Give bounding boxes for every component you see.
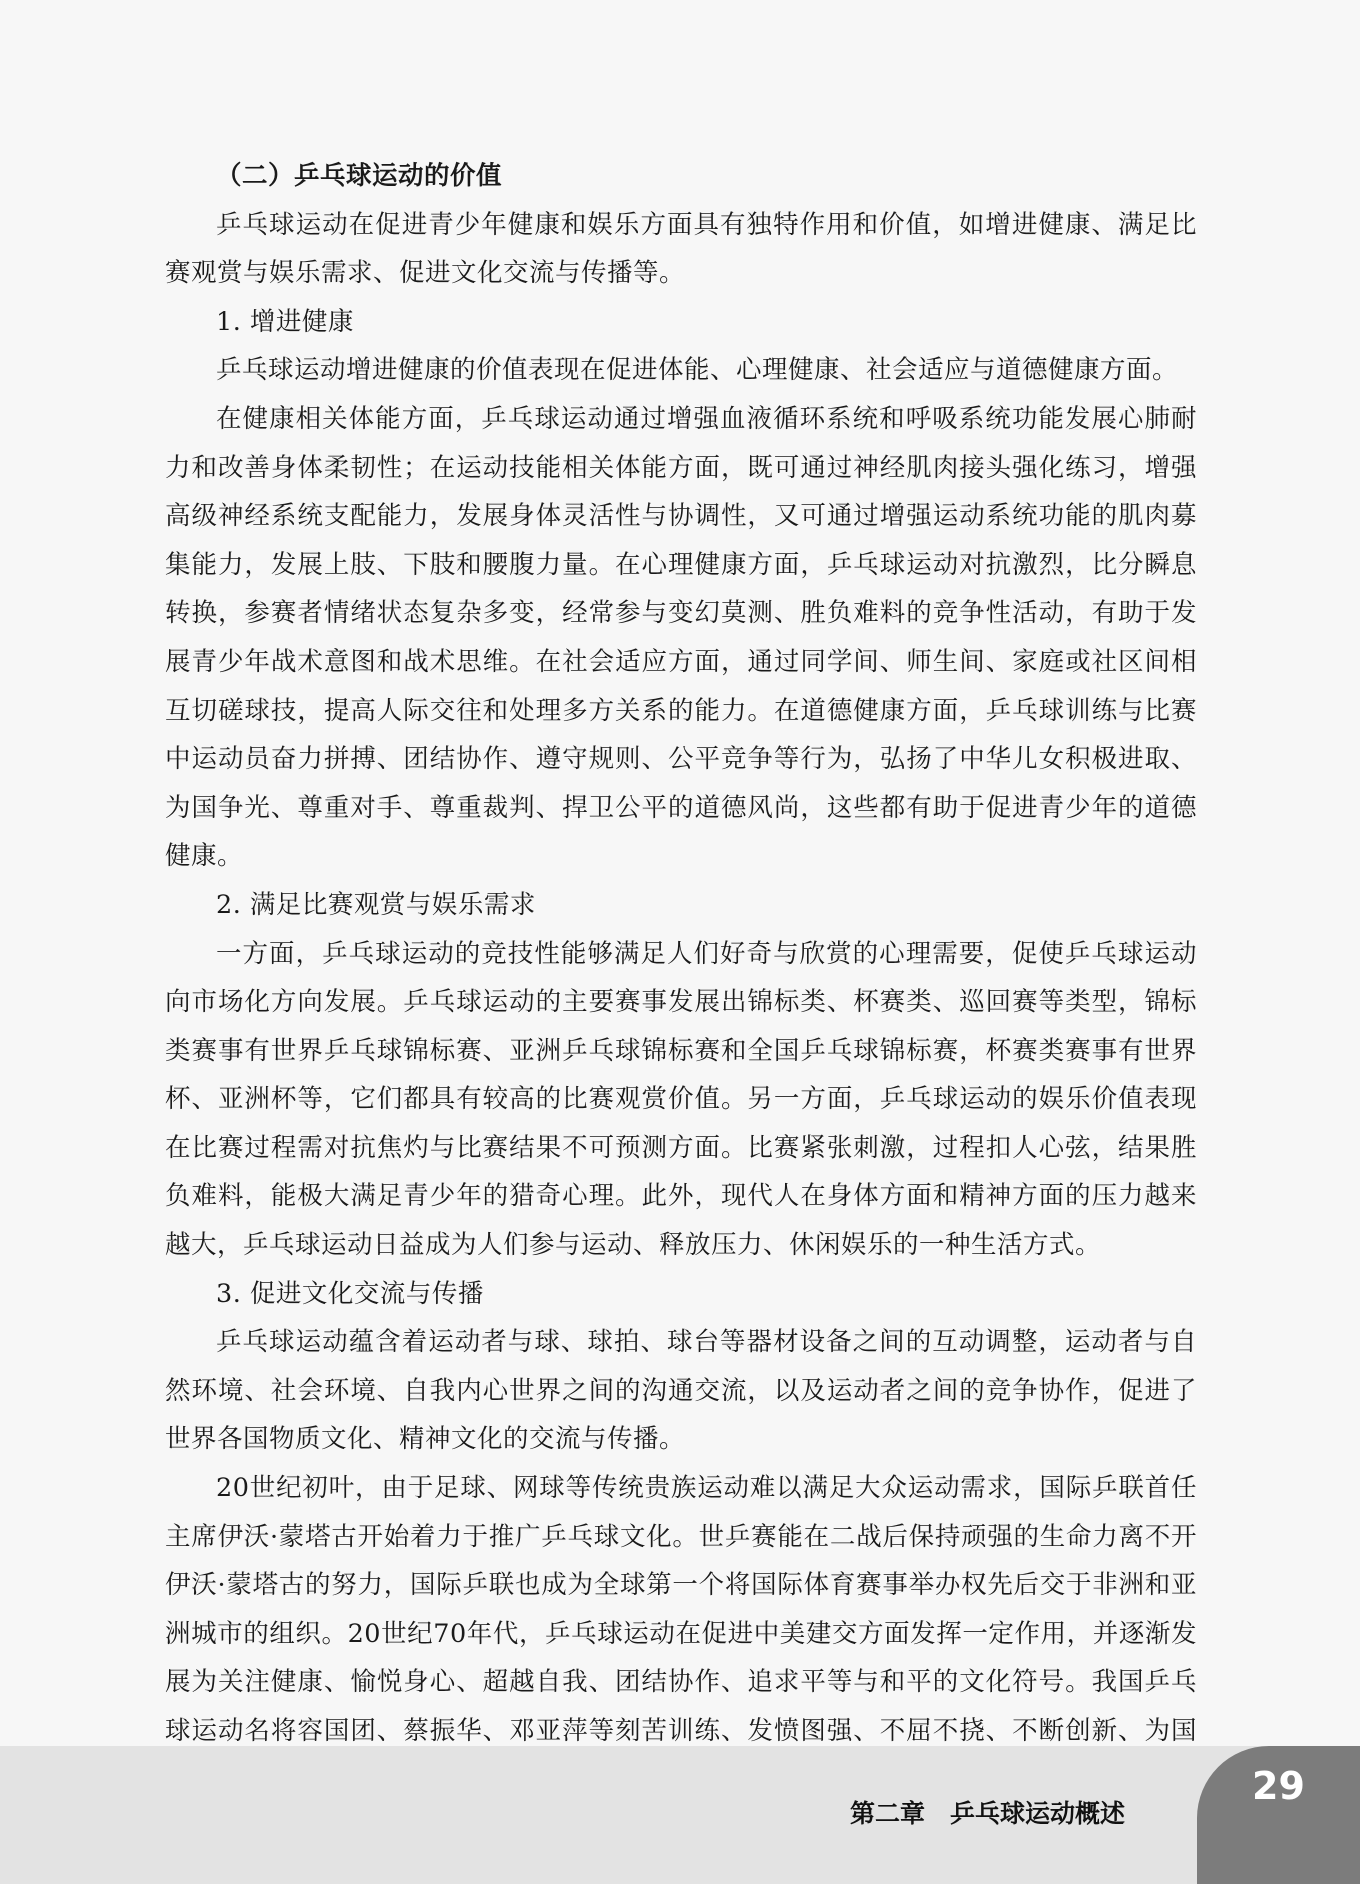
subsection-heading-culture: 3. 促进文化交流与传播 [216, 1278, 484, 1309]
paragraph-entertainment: 一方面，乒乓球运动的竞技性能够满足人们好奇与欣赏的心理需要，促使乒乓球运动向市场化方向发展。乒乓球运动的主要赛事发展出锦标类、杯赛类、巡回赛等类型，锦标类赛事有世界乒乓球锦标赛、亚洲乒乓球锦标赛和全国乒乓球锦标赛，杯赛类赛事有世界杯、亚洲杯等，它们都具有较高的比赛观赏价值。另一方面，乒乓球运动的娱乐价值表现在比赛过程需对抗焦灼与比赛结果不可预测方面。比赛紧张刺激，过程扣人心弦，结果胜负难料，能极大满足青少年的猎奇心理。此外，现代人在身体方面和精神方面的压力越来越大，乒乓球运动日益成为人们参与运动、释放压力、休闲娱乐的一种生活方式。 [165, 938, 1197, 1261]
page-footer [0, 1746, 1360, 1884]
chapter-title: 第二章 乒乓球运动概述 [850, 1799, 1126, 1828]
paragraph-intro: 乒乓球运动在促进青少年健康和娱乐方面具有独特作用和价值，如增进健康、满足比赛观赏与娱乐需求、促进文化交流与传播等。 [165, 209, 1197, 289]
paragraph-health-detail: 在健康相关体能方面，乒乓球运动通过增强血液循环系统和呼吸系统功能发展心肺耐力和改善身体柔韧性；在运动技能相关体能方面，既可通过神经肌肉接头强化练习，增强高级神经系统支配能力，发展身体灵活性与协调性，又可通过增强运动系统功能的肌肉募集能力，发展上肢、下肢和腰腹力量。在心理健康方面，乒乓球运动对抗激烈，比分瞬息转换，参赛者情绪状态复杂多变，经常参与变幻莫测、胜负难料的竞争性活动，有助于发展青少年战术意图和战术思维。在社会适应方面，通过同学间、师生间、家庭或社区间相互切磋球技，提高人际交往和处理多方关系的能力。在道德健康方面，乒乓球训练与比赛中运动员奋力拼搏、团结协作、遵守规则、公平竞争等行为，弘扬了中华儿女积极进取、为国争光、尊重对手、尊重裁判、捍卫公平的道德风尚，这些都有助于促进青少年的道德健康。 [165, 403, 1197, 872]
paragraph-health-overview: 乒乓球运动增进健康的价值表现在促进体能、心理健康、社会适应与道德健康方面。 [216, 355, 1179, 386]
paragraph-culture-history: 20世纪初叶，由于足球、网球等传统贵族运动难以满足大众运动需求，国际乒联首任主席伊沃·蒙塔古开始着力于推广乒乓球文化。世乒赛能在二战后保持顽强的生命力离不开伊沃·蒙塔古的努力，国际乒联也成为全球第一个将国际体育赛事举办权先后交于非洲和亚洲城市的组织。20世纪70年代，乒乓球运动在促进中美建交方面发挥一定作用，并逐渐发展为关注健康、愉悦身心、超越自我、团结协作、追求平等与和平的文化符号。我国乒乓球运动名将容国团、蔡振华、邓亚萍等刻苦训练、发愤图强、不屈不挠、不断创新、为国 [165, 1473, 1197, 1746]
section-heading: （二）乒乓球运动的价值 [216, 161, 503, 191]
paragraph-culture-exchange: 乒乓球运动蕴含着运动者与球、球拍、球台等器材设备之间的互动调整，运动者与自然环境、社会环境、自我内心世界之间的沟通交流，以及运动者之间的竞争协作，促进了世界各国物质文化、精神文化的交流与传播。 [165, 1327, 1197, 1455]
subsection-heading-entertainment: 2. 满足比赛观赏与娱乐需求 [216, 889, 536, 920]
page-body [165, 152, 1197, 1804]
subsection-heading-health: 1. 增进健康 [216, 306, 354, 337]
page-number: 29 [1252, 1764, 1305, 1808]
